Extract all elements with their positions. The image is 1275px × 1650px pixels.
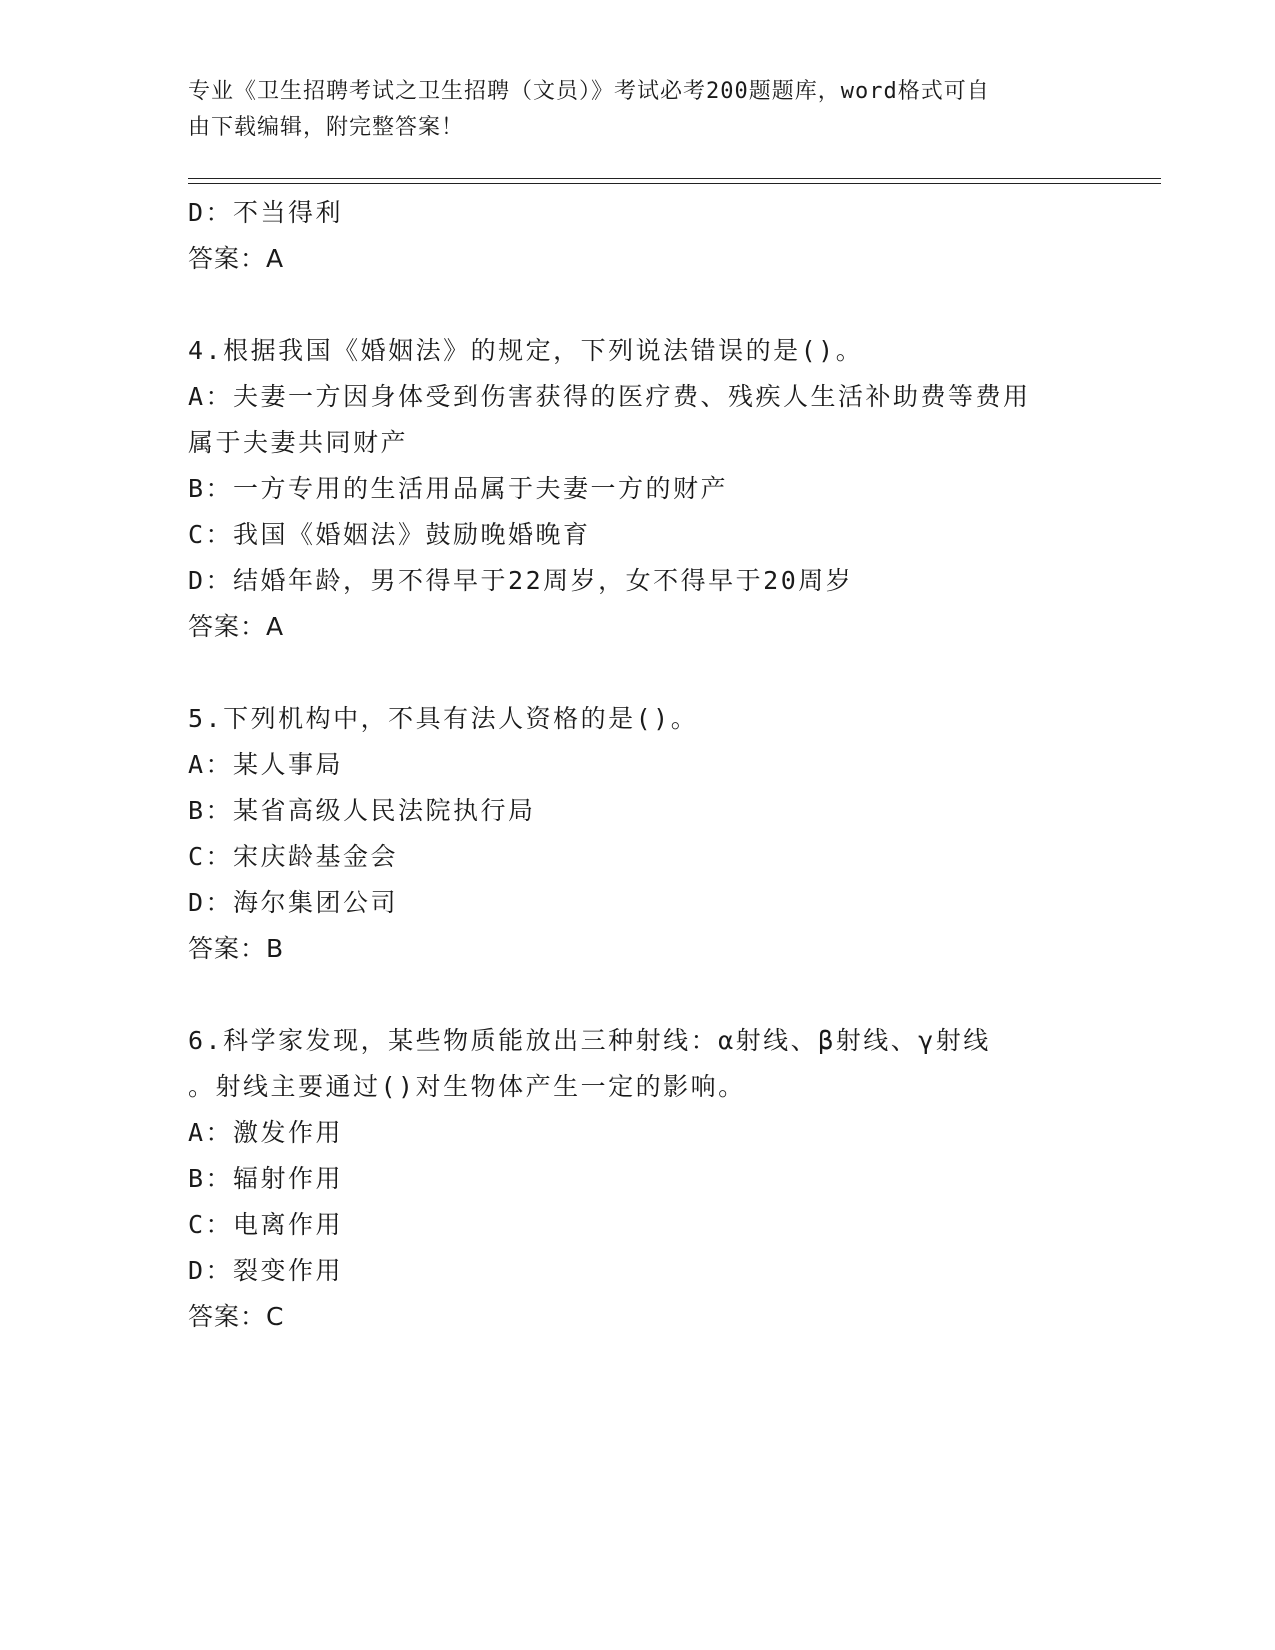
header-line-2: 由下载编辑，附完整答案！ (188, 115, 465, 140)
question-stem: 5.下列机构中，不具有法人资格的是()。 (188, 704, 699, 733)
option-a: A：激发作用 (188, 1118, 344, 1147)
spacer (188, 972, 1088, 1018)
question-stem-continued: 。射线主要通过()对生物体产生一定的影响。 (188, 1072, 746, 1101)
option-b: B：某省高级人民法院执行局 (188, 796, 536, 825)
header-divider-bottom (188, 183, 1161, 184)
spacer (188, 650, 1088, 696)
question-stem: 4.根据我国《婚姻法》的规定，下列说法错误的是()。 (188, 336, 864, 365)
header-divider-top (188, 178, 1161, 179)
header-line-1: 专业《卫生招聘考试之卫生招聘（文员）》考试必考200题题库，word格式可自 (188, 79, 990, 104)
option-c: C：宋庆龄基金会 (188, 842, 399, 871)
question-content (188, 190, 1088, 1340)
option-d: D：裂变作用 (188, 1256, 344, 1285)
option-d: D：结婚年龄，男不得早于22周岁，女不得早于20周岁 (188, 566, 854, 595)
option-b: B：一方专用的生活用品属于夫妻一方的财产 (188, 474, 729, 503)
question-block (188, 696, 1088, 972)
option-a: A：某人事局 (188, 750, 344, 779)
document-header (188, 74, 1088, 146)
answer-line: 答案：A (188, 612, 285, 641)
option-d: D：海尔集团公司 (188, 888, 399, 917)
question-block (188, 328, 1088, 650)
spacer (188, 282, 1088, 328)
option-c: C：我国《婚姻法》鼓励晚婚晚育 (188, 520, 591, 549)
option-c: C：电离作用 (188, 1210, 344, 1239)
question-block (188, 1018, 1088, 1340)
answer-line: 答案：A (188, 244, 285, 273)
option-b: B：辐射作用 (188, 1164, 344, 1193)
option-d: D：不当得利 (188, 198, 344, 227)
answer-line: 答案：C (188, 1302, 285, 1331)
option-a-continued: 属于夫妻共同财产 (188, 428, 409, 457)
answer-line: 答案：B (188, 934, 285, 963)
question-stem: 6.科学家发现，某些物质能放出三种射线：α射线、β射线、γ射线 (188, 1026, 991, 1055)
option-a: A：夫妻一方因身体受到伤害获得的医疗费、残疾人生活补助费等费用 (188, 382, 1031, 411)
